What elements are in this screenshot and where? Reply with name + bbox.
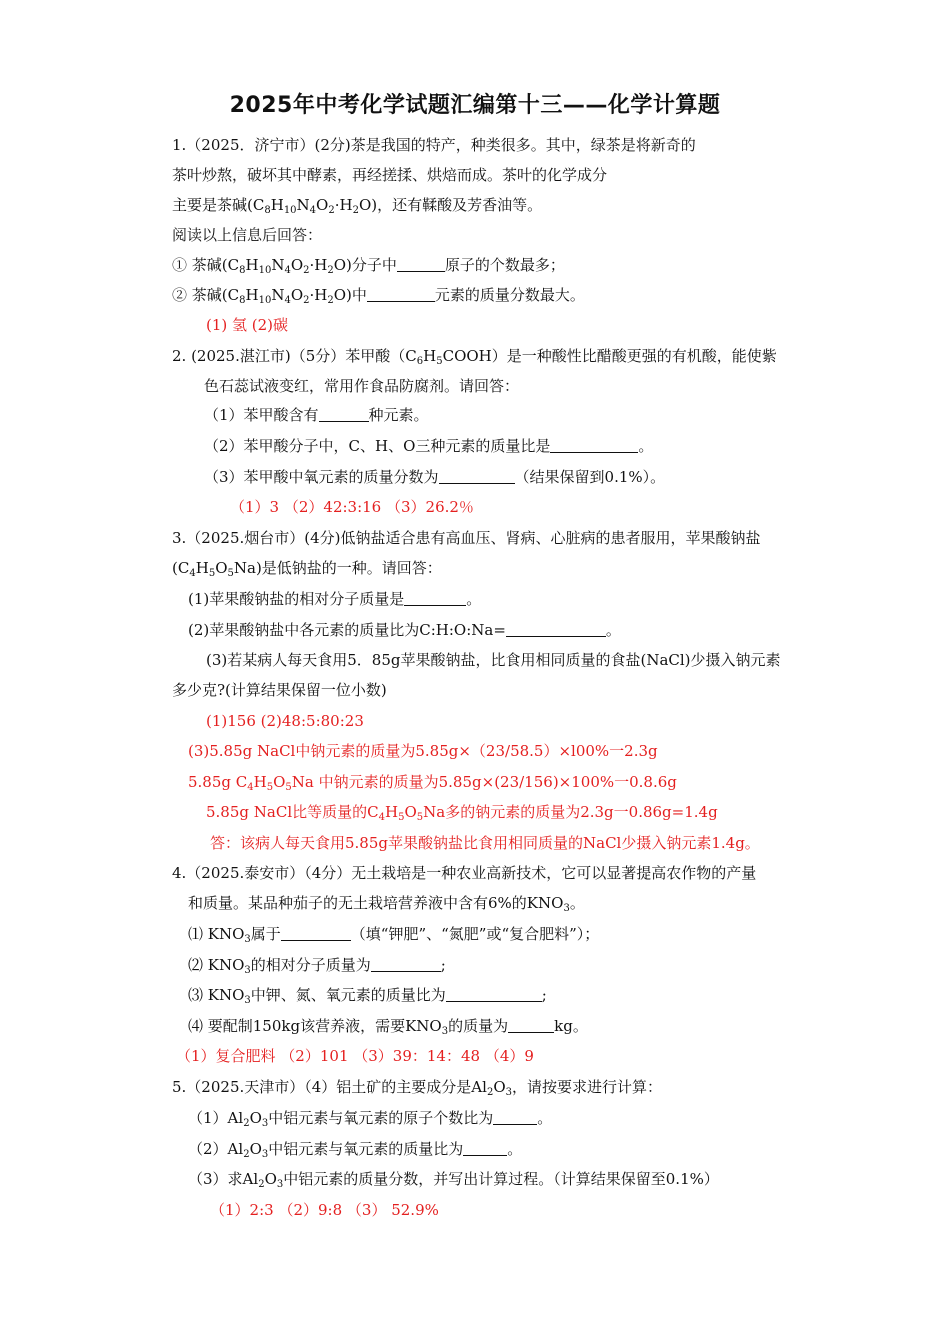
answer-blank bbox=[371, 957, 441, 972]
q5-part2: $(2)Al_2O_3$中铝元素与氧元素的质量比为 。 bbox=[188, 1140, 523, 1160]
q3-answer-3: 5.85g $C_4H_5O_5Na$ 中钠元素的质量为5.85g×(23/156)×100%一0.8.6g bbox=[188, 773, 677, 793]
q5-part1: $(1)Al_2O_3$中铝元素与氧元素的原子个数比为 。 bbox=[188, 1109, 553, 1129]
answer-blank bbox=[463, 1141, 507, 1156]
answer-blank bbox=[319, 407, 369, 422]
q1-line3: 主要是茶碱$(C_8H_{10}N_4O_2\cdot H_2O)$，还有鞣酸及芳香油等。 bbox=[172, 196, 543, 216]
q4-part3: ⑶ $KNO_3$中钾、氮、氧元素的质量比为 ; bbox=[188, 986, 547, 1006]
q3-part3: (3)若某病人每天食用5．85g苹果酸钠盐，比食用相同质量的食盐(NaCl)少摄入钠元素 bbox=[206, 651, 781, 669]
q2-answer: （1）3 （2）42:3:16 （3）26.2％ bbox=[230, 498, 474, 516]
q4-answer: （1）复合肥料 （2）101 （3）39：14：48 （4）9 bbox=[176, 1047, 534, 1065]
q1-line4: 阅读以上信息后回答： bbox=[172, 226, 323, 244]
q1-part1: ① 茶碱$(C_8H_{10}N_4O_2\cdot H_2O)$分子中 原子的个数最多； bbox=[172, 256, 565, 276]
q3-answer-2: (3)5.85g NaCl中钠元素的质量为5.85g×（23/58.5）×l00%一2.3g bbox=[188, 742, 658, 760]
answer-blank bbox=[506, 622, 606, 637]
q2-line1: 2. (2025.湛江市)（5分）苯甲酸$(C_6H_5COOH)$是一种酸性比醋酸更强的有机酸，能使紫 bbox=[172, 347, 777, 367]
q2-part1: （1）苯甲酸含有 种元素。 bbox=[204, 406, 429, 424]
answer-blank bbox=[404, 591, 466, 606]
answer-blank bbox=[439, 469, 515, 484]
q1-part2: ② 茶碱$(C_8H_{10}N_4O_2\cdot H_2O)$中 元素的质量分数最大。 bbox=[172, 286, 585, 306]
answer-blank bbox=[508, 1018, 554, 1033]
q4-line2: 和质量。某品种茄子的无土栽培营养液中含有6%的$KNO_3$。 bbox=[188, 894, 585, 914]
q5-part3: （3）求$Al_2O_3$中铝元素的质量分数，并写出计算过程。（计算结果保留至0.1%） bbox=[188, 1170, 719, 1190]
q2-line2: 色石蕊试液变红，常用作食品防腐剂。请回答： bbox=[204, 377, 520, 395]
q5-line1: 5.（2025.天津市）（4）铝土矿的主要成分是$Al_2O_3$，请按要求进行计算： bbox=[172, 1078, 663, 1098]
q3-answer-1: (1)156 (2)48:5:80:23 bbox=[206, 712, 364, 730]
q1-line2: 茶叶炒熬，破坏其中酵素，再经搓揉、烘焙而成。茶叶的化学成分 bbox=[172, 166, 608, 184]
q4-part1: ⑴ $KNO_3$属于 （填“钾肥”、“氮肥”或“复合肥料”）； bbox=[188, 925, 600, 945]
q3-answer-4: 5.85g NaCl比等质量的$C_4H_5O_5Na$多的钠元素的质量为2.3g一0.86g=1.4g bbox=[206, 803, 718, 823]
q3-part1: (1)苹果酸钠盐的相对分子质量是 。 bbox=[188, 590, 482, 608]
q1-line1: 1.（2025．济宁市）(2分)茶是我国的特产，种类很多。其中，绿茶是将新奇的 bbox=[172, 136, 696, 154]
q3-line2: $(C_4H_5O_5Na)$是低钠盐的一种。请回答： bbox=[172, 559, 442, 579]
answer-blank bbox=[367, 287, 435, 302]
q3-part2: (2)苹果酸钠盐中各元素的质量比为C:H:O:Na= 。 bbox=[188, 621, 621, 639]
q2-part3: （3）苯甲酸中氧元素的质量分数为 （结果保留到0.1%）。 bbox=[204, 468, 666, 486]
answer-blank bbox=[493, 1110, 537, 1125]
q3-answer-5: 答：该病人每天食用5.85g苹果酸钠盐比食用相同质量的NaCl少摄入钠元素1.4g。 bbox=[210, 834, 760, 852]
q4-line1: 4.（2025.泰安市）（4分）无土栽培是一种农业高新技术，它可以显著提高农作物的产量 bbox=[172, 864, 757, 882]
answer-blank bbox=[550, 438, 638, 453]
q4-part4: ⑷ 要配制150kg该营养液，需要$KNO_3$的质量为 kg。 bbox=[188, 1017, 588, 1037]
q3-line1: 3.（2025.烟台市）(4分)低钠盐适合患有高血压、肾病、心脏病的患者服用，苹果酸钠盐 bbox=[172, 529, 761, 547]
q1-answer: (1) 氢 (2)碳 bbox=[206, 316, 289, 334]
q5-answer: （1）2:3 （2）9:8 （3） 52.9% bbox=[210, 1201, 439, 1219]
answer-blank bbox=[397, 257, 445, 272]
q4-part2: ⑵ $KNO_3$的相对分子质量为 ; bbox=[188, 956, 446, 976]
answer-blank bbox=[446, 987, 542, 1002]
answer-blank bbox=[281, 926, 351, 941]
document-title: 2025年中考化学试题汇编第十三——化学计算题 bbox=[229, 93, 721, 118]
q2-part2: （2）苯甲酸分子中，C、H、O三种元素的质量比是 。 bbox=[204, 437, 654, 455]
q3-part3-cont: 多少克?(计算结果保留一位小数) bbox=[172, 681, 387, 699]
